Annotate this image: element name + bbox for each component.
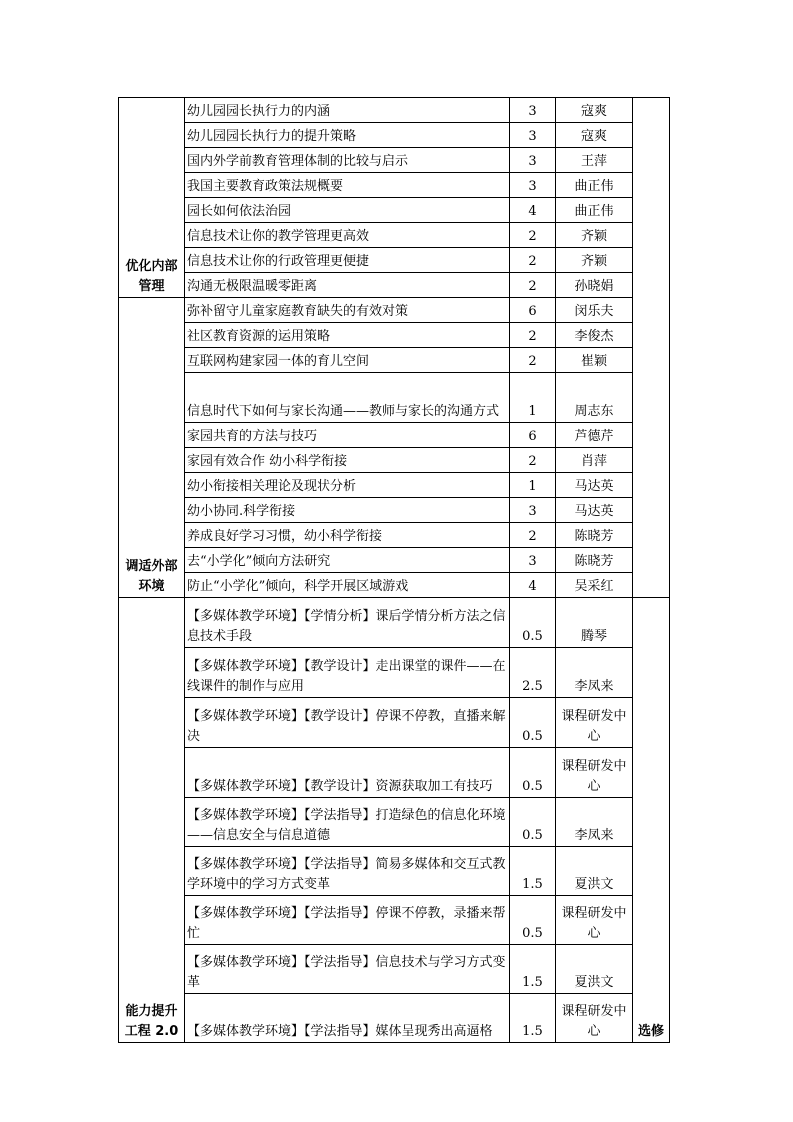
- course-hours: 0.5: [510, 598, 556, 648]
- course-hours: 3: [510, 98, 556, 123]
- course-hours: 2: [510, 223, 556, 248]
- course-teacher: 课程研发中心: [556, 748, 633, 798]
- course-teacher: 李俊杰: [556, 323, 633, 348]
- course-topic: 幼小衔接相关理论及现状分析: [185, 473, 510, 498]
- table-row: [119, 223, 670, 248]
- course-teacher: 课程研发中心: [556, 994, 633, 1043]
- course-hours: 2: [510, 523, 556, 548]
- course-topic: 社区教育资源的运用策略: [185, 323, 510, 348]
- course-hours: 1.5: [510, 945, 556, 994]
- course-hours: 4: [510, 198, 556, 223]
- course-teacher: 寇爽: [556, 123, 633, 148]
- course-hours: 2: [510, 348, 556, 373]
- course-hours: 3: [510, 148, 556, 173]
- course-topic: 【多媒体教学环境】【教学设计】资源获取加工有技巧: [185, 748, 510, 798]
- course-topic: 【多媒体教学环境】【学法指导】打造绿色的信息化环境——信息安全与信息道德: [185, 798, 510, 847]
- course-teacher: 课程研发中心: [556, 698, 633, 748]
- table-row: [119, 323, 670, 348]
- course-topic: 信息技术让你的教学管理更高效: [185, 223, 510, 248]
- course-teacher: 肖萍: [556, 448, 633, 473]
- course-teacher: 孙晓娟: [556, 273, 633, 298]
- table-row: [119, 448, 670, 473]
- course-hours: 1: [510, 473, 556, 498]
- table-row: [119, 373, 670, 423]
- course-teacher: 夏洪文: [556, 847, 633, 896]
- course-teacher: 齐颖: [556, 248, 633, 273]
- table-row: [119, 847, 670, 896]
- course-hours: 0.5: [510, 748, 556, 798]
- course-topic: 家园共育的方法与技巧: [185, 423, 510, 448]
- table-row: [119, 748, 670, 798]
- table-row: [119, 298, 670, 323]
- course-hours: 1.5: [510, 847, 556, 896]
- table-row: [119, 896, 670, 945]
- table-row: [119, 994, 670, 1043]
- course-topic: 【多媒体教学环境】【教学设计】走出课堂的课件——在线课件的制作与应用: [185, 648, 510, 698]
- table-row: [119, 423, 670, 448]
- elective-label: 选修: [633, 598, 670, 1043]
- course-type-blank: [633, 98, 670, 598]
- table-row: [119, 123, 670, 148]
- course-teacher: 吴采红: [556, 573, 633, 598]
- course-teacher: 陈晓芳: [556, 523, 633, 548]
- course-topic: 【多媒体教学环境】【学法指导】停课不停教，录播来帮忙: [185, 896, 510, 945]
- course-topic: 【多媒体教学环境】【教学设计】停课不停教，直播来解决: [185, 698, 510, 748]
- table-row: [119, 473, 670, 498]
- table-row: [119, 798, 670, 847]
- table-row: [119, 698, 670, 748]
- course-hours: 3: [510, 498, 556, 523]
- table-row: [119, 248, 670, 273]
- course-topic: 【多媒体教学环境】【学法指导】信息技术与学习方式变革: [185, 945, 510, 994]
- course-topic: 弥补留守儿童家庭教育缺失的有效对策: [185, 298, 510, 323]
- table-row: [119, 523, 670, 548]
- course-teacher: 课程研发中心: [556, 896, 633, 945]
- course-topic: 去“小学化”倾向方法研究: [185, 548, 510, 573]
- course-teacher: 曲正伟: [556, 198, 633, 223]
- course-teacher: 王萍: [556, 148, 633, 173]
- course-teacher: 芦德芹: [556, 423, 633, 448]
- course-hours: 3: [510, 548, 556, 573]
- course-hours: 6: [510, 298, 556, 323]
- category-label: 能力提升 工程 2.0: [124, 1004, 179, 1039]
- course-topic: 幼儿园园长执行力的内涵: [185, 98, 510, 123]
- course-hours: 0.5: [510, 896, 556, 945]
- course-teacher: 李凤来: [556, 798, 633, 847]
- course-topic: 我国主要教育政策法规概要: [185, 173, 510, 198]
- course-hours: 3: [510, 123, 556, 148]
- course-hours: 2: [510, 323, 556, 348]
- table-row: [119, 648, 670, 698]
- course-topic: 【多媒体教学环境】【学情分析】课后学情分析方法之信息技术手段: [185, 598, 510, 648]
- course-hours: 6: [510, 423, 556, 448]
- table-row: [119, 98, 670, 123]
- course-teacher: 夏洪文: [556, 945, 633, 994]
- course-hours: 4: [510, 573, 556, 598]
- course-teacher: 陈晓芳: [556, 548, 633, 573]
- course-hours: 1: [510, 373, 556, 423]
- course-hours: 1.5: [510, 994, 556, 1043]
- course-hours: 0.5: [510, 798, 556, 847]
- course-hours: 3: [510, 173, 556, 198]
- course-hours: 0.5: [510, 698, 556, 748]
- course-table: [118, 97, 670, 1043]
- table-row: [119, 348, 670, 373]
- course-teacher: 崔颖: [556, 348, 633, 373]
- table-row: [119, 498, 670, 523]
- course-topic: 【多媒体教学环境】【学法指导】简易多媒体和交互式教学环境中的学习方式变革: [185, 847, 510, 896]
- course-teacher: 寇爽: [556, 98, 633, 123]
- course-hours: 2: [510, 273, 556, 298]
- course-teacher: 马达英: [556, 473, 633, 498]
- table-row: [119, 548, 670, 573]
- course-topic: 信息技术让你的行政管理更便捷: [185, 248, 510, 273]
- course-topic: 国内外学前教育管理体制的比较与启示: [185, 148, 510, 173]
- course-topic: 信息时代下如何与家长沟通——教师与家长的沟通方式: [185, 373, 510, 423]
- course-topic: 幼小协同.科学衔接: [185, 498, 510, 523]
- course-teacher: 李凤来: [556, 648, 633, 698]
- course-teacher: 马达英: [556, 498, 633, 523]
- category-cell: [119, 98, 185, 298]
- course-topic: 互联网构建家园一体的育儿空间: [185, 348, 510, 373]
- course-teacher: 齐颖: [556, 223, 633, 248]
- course-hours: 2.5: [510, 648, 556, 698]
- table-body: [119, 98, 670, 1043]
- category-label: 调适外部 环境: [125, 559, 178, 594]
- table-row: [119, 273, 670, 298]
- course-teacher: 周志东: [556, 373, 633, 423]
- table-row: [119, 598, 670, 648]
- course-hours: 2: [510, 448, 556, 473]
- table-row: [119, 148, 670, 173]
- table-row: [119, 573, 670, 598]
- course-teacher: 曲正伟: [556, 173, 633, 198]
- course-topic: 家园有效合作 幼小科学衔接: [185, 448, 510, 473]
- course-topic: 沟通无极限温暖零距离: [185, 273, 510, 298]
- course-topic: 【多媒体教学环境】【学法指导】媒体呈现秀出高逼格: [185, 994, 510, 1043]
- course-topic: 防止“小学化”倾向，科学开展区域游戏: [185, 573, 510, 598]
- course-topic: 幼儿园园长执行力的提升策略: [185, 123, 510, 148]
- table-row: [119, 198, 670, 223]
- category-cell: [119, 298, 185, 598]
- course-teacher: 闵乐夫: [556, 298, 633, 323]
- category-cell: [119, 598, 185, 1043]
- course-topic: 园长如何依法治园: [185, 198, 510, 223]
- course-teacher: 腾琴: [556, 598, 633, 648]
- course-hours: 2: [510, 248, 556, 273]
- category-label: 优化内部 管理: [125, 259, 178, 294]
- course-topic: 养成良好学习习惯，幼小科学衔接: [185, 523, 510, 548]
- table-row: [119, 945, 670, 994]
- table-row: [119, 173, 670, 198]
